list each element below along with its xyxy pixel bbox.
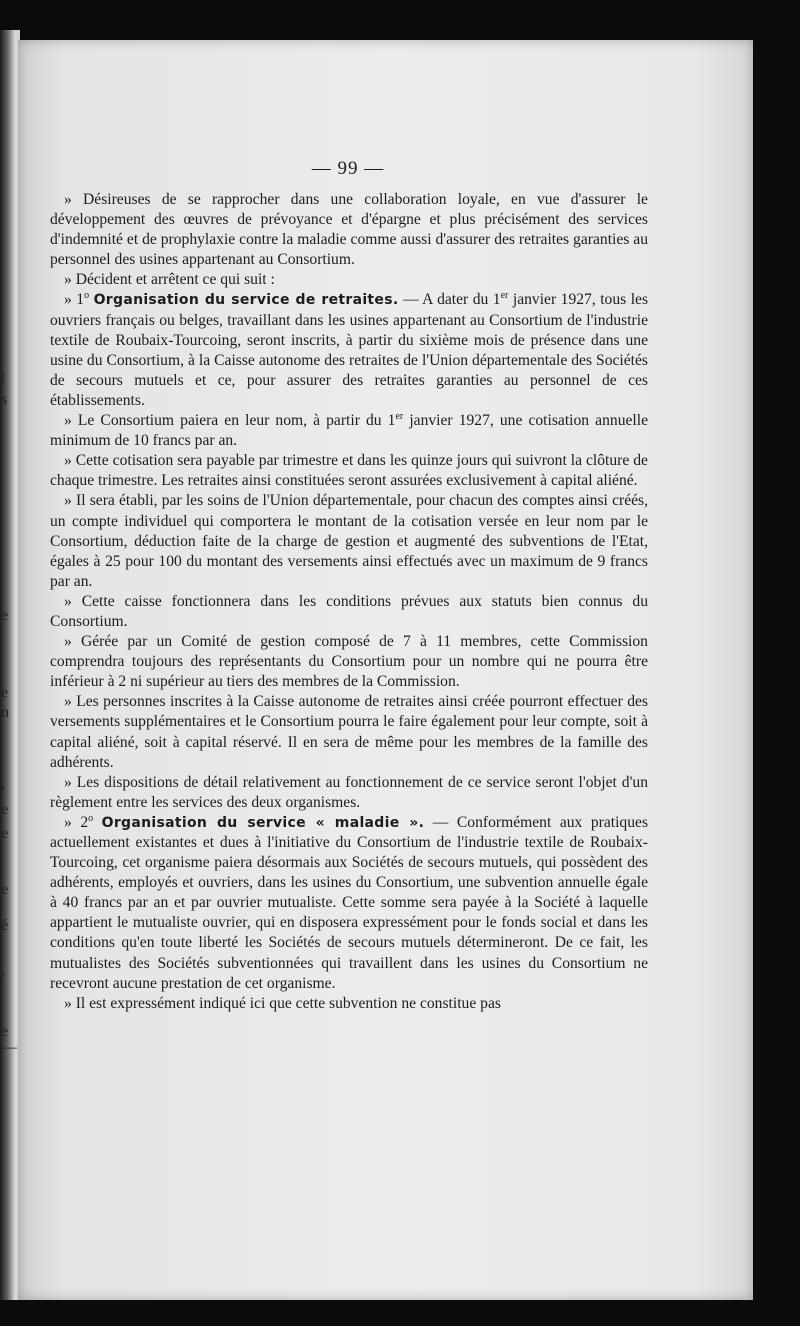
paragraph bbox=[50, 290, 648, 411]
edge-mark: e bbox=[1, 607, 9, 624]
paragraph-lead: » bbox=[64, 633, 81, 651]
page-body bbox=[50, 190, 648, 1014]
page-number: — 99 — bbox=[311, 158, 385, 179]
edge-mark: , bbox=[1, 962, 5, 979]
paragraph-text: Le Consortium paiera en leur nom, à partir du 1 bbox=[77, 412, 396, 430]
adjacent-page-edge bbox=[0, 30, 20, 1300]
section-heading: Organisation du service « maladie ». bbox=[101, 814, 425, 831]
edge-mark: — bbox=[1, 1039, 17, 1056]
paragraph-lead: » bbox=[64, 191, 84, 208]
edge-mark: e bbox=[1, 1023, 9, 1040]
paragraph-lead: » bbox=[64, 592, 82, 610]
paragraph-text: — A dater du 1 bbox=[398, 291, 501, 309]
edge-mark: n bbox=[1, 704, 9, 721]
paragraph bbox=[50, 692, 648, 772]
paragraph bbox=[50, 994, 648, 1014]
paragraph-text: Cette caisse fonctionnera dans les conditions prévues aux statuts bien connus du Consortium. bbox=[50, 592, 648, 630]
edge-mark: , bbox=[1, 775, 5, 792]
section-heading: Organisation du service de retraites. bbox=[93, 292, 399, 309]
paragraph-text: Il sera établi, par les soins de l'Union départementale, pour chacun des comptes ainsi créés, un compte individuel qui comportera le montant de la cotisation versée en leur nom par le Consortium, déduction faite de la charge de gestion et augmenté des subventions de l'Etat, égales à 25 pour 100 du montant des versements ainsi effectués avec un maximum de 9 francs par an. bbox=[50, 492, 648, 590]
paragraph bbox=[50, 773, 648, 813]
paragraph-text: — Conformément aux pratiques actuellement existantes et dues à l'initiative du Consortium de l'industrie textile de Roubaix-Tourcoing, cet organisme paiera désormais aux Sociétés de secours mutuels, qui possèdent des adhérents, employés et ouvriers, dans les usines du Consortium, une subvention annuelle égale à 40 francs par an et par ouvrier mutualiste. Cette somme sera payée à la Société à laquelle appartient le mutualiste ouvrier, qui en disposera expressément pour le fonds social et dans les conditions qu'en toute liberté les Sociétés de secours mutuels détermineront. De ce fait, les mutualistes des Sociétés subventionnées qui travaillent dans les usines du Consortium ne recevront aucune prestation de cet organisme. bbox=[50, 813, 649, 992]
edge-mark: é bbox=[1, 917, 9, 934]
paragraph-lead: » bbox=[64, 773, 77, 791]
paragraph-text: janvier 1927, tous les ouvriers français ou belges, travaillant dans les usines appartenant au Consortium de l'industrie textile de Roubaix-Tourcoing, seront inscrits, à partir du sixième mois de présence dans une usine du Consortium, à la Caisse autonome des retraites de l'Union départementale des Sociétés de secours mutuels et ce, pour assurer des retraites garanties au personnel de ces établissements. bbox=[50, 291, 649, 409]
paragraph-text: Les dispositions de détail relativement au fonctionnement de ce service seront l'objet d'un règlement entre les services des deux organismes. bbox=[50, 773, 648, 811]
paragraph-lead: » 2 bbox=[64, 813, 89, 831]
edge-mark: e bbox=[1, 825, 9, 842]
paragraph-text: Il est expressément indiqué ici que cette subvention ne constitue pas bbox=[75, 994, 501, 1012]
edge-mark: e bbox=[1, 684, 9, 701]
paragraph-lead: » bbox=[64, 693, 77, 711]
paragraph-lead: » bbox=[64, 452, 76, 470]
document-page bbox=[18, 40, 753, 1300]
paragraph-text: Gérée par un Comité de gestion composé de 7 à 11 membres, cette Commission comprendra toujours des représentants du Consortium pour un nombre qui ne pourra être inférieur à 2 ni supérieur au tiers des membres de la Commission. bbox=[50, 633, 648, 691]
paragraph bbox=[50, 592, 648, 632]
paragraph bbox=[50, 411, 648, 451]
ordinal-superscript: er bbox=[500, 290, 509, 302]
paragraph bbox=[50, 451, 648, 491]
edge-mark: t bbox=[1, 369, 6, 386]
edge-mark: e bbox=[1, 801, 9, 818]
paragraph bbox=[50, 632, 648, 692]
ordinal-superscript: o bbox=[84, 290, 90, 302]
paragraph-text: Les personnes inscrites à la Caisse autonome de retraites ainsi créée pourront effectuer des versements supplémentaires et le Consortium pourra le faire également pour leur compte, soit à capital aliéné, soit à capital réservé. Il en sera de même pour les membres de la famille des adhérents. bbox=[50, 693, 648, 771]
paragraph-text: Désireuses de se rapprocher dans une collaboration loyale, en vue d'assurer le développement des œuvres de prévoyance et d'épargne et plus précisément des services d'indemnité et de prophylaxie contre la maladie comme aussi d'assurer des retraites garanties au personnel des usines appartenant au Consortium. bbox=[50, 191, 648, 269]
ordinal-superscript: o bbox=[88, 812, 94, 824]
paragraph bbox=[50, 491, 648, 591]
paragraph bbox=[50, 270, 648, 290]
paragraph-lead: » bbox=[64, 271, 76, 289]
paragraph-lead: » bbox=[64, 412, 78, 430]
edge-mark: e bbox=[1, 881, 9, 898]
paragraph bbox=[50, 813, 648, 994]
paragraph bbox=[50, 190, 648, 270]
ordinal-superscript: er bbox=[395, 411, 404, 423]
paragraph-lead: » bbox=[64, 994, 76, 1012]
paragraph-text: janvier 1927, une cotisation annuelle minimum de 10 francs par an. bbox=[50, 412, 648, 450]
paragraph-text: Cette cotisation sera payable par trimestre et dans les quinze jours qui suivront la clôture de chaque trimestre. Les retraites ainsi constituées seront assurées exclusivement à capital aliéné. bbox=[50, 452, 648, 490]
paragraph-text: Décident et arrêtent ce qui suit : bbox=[75, 271, 275, 289]
paragraph-lead: » bbox=[64, 492, 76, 510]
edge-mark: s bbox=[1, 391, 8, 408]
paragraph-lead: » 1 bbox=[64, 291, 85, 309]
